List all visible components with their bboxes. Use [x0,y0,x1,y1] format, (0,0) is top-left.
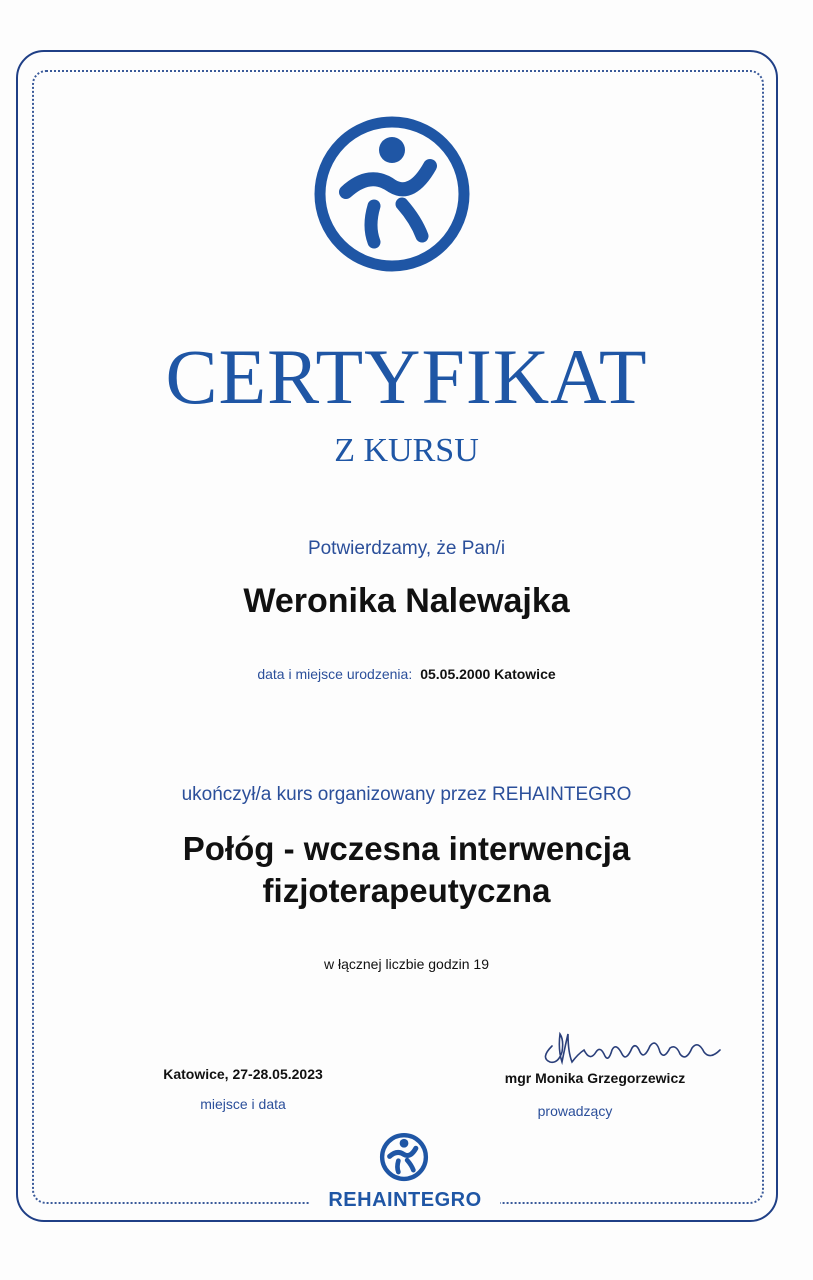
certificate-subtitle: Z KURSU [334,432,479,469]
place-date-label: miejsce i data [200,1096,286,1112]
hours-text: w łącznej liczbie godzin 19 [324,956,489,972]
course-name-line2: fizjoterapeutyczna [262,872,551,909]
rehaintegro-logo-icon [312,108,472,280]
confirmation-text: Potwierdzamy, że Pan/i [307,538,506,559]
signature-image [538,1020,728,1070]
instructor-name: mgr Monika Grzegorzewicz [504,1070,686,1086]
certificate-title: CERTYFIKAT [165,333,648,420]
instructor-label: prowadzący [537,1103,613,1119]
brand-name: REHAINTEGRO [310,1189,500,1212]
birth-info [0,666,813,682]
rehaintegro-logo-small-icon [379,1130,429,1184]
participant-name: Weronika Nalewajka [243,582,570,620]
organizer-text: ukończył/a kurs organizowany przez REHAINTEGRO [181,784,632,805]
birth-label: data i miejsce urodzenia: [257,666,413,682]
course-name [0,828,813,912]
place-date-value: Katowice, 27-28.05.2023 [163,1066,323,1082]
course-name-line1: Połóg - wczesna interwencja [182,830,631,867]
birth-value: 05.05.2000 Katowice [420,666,556,682]
